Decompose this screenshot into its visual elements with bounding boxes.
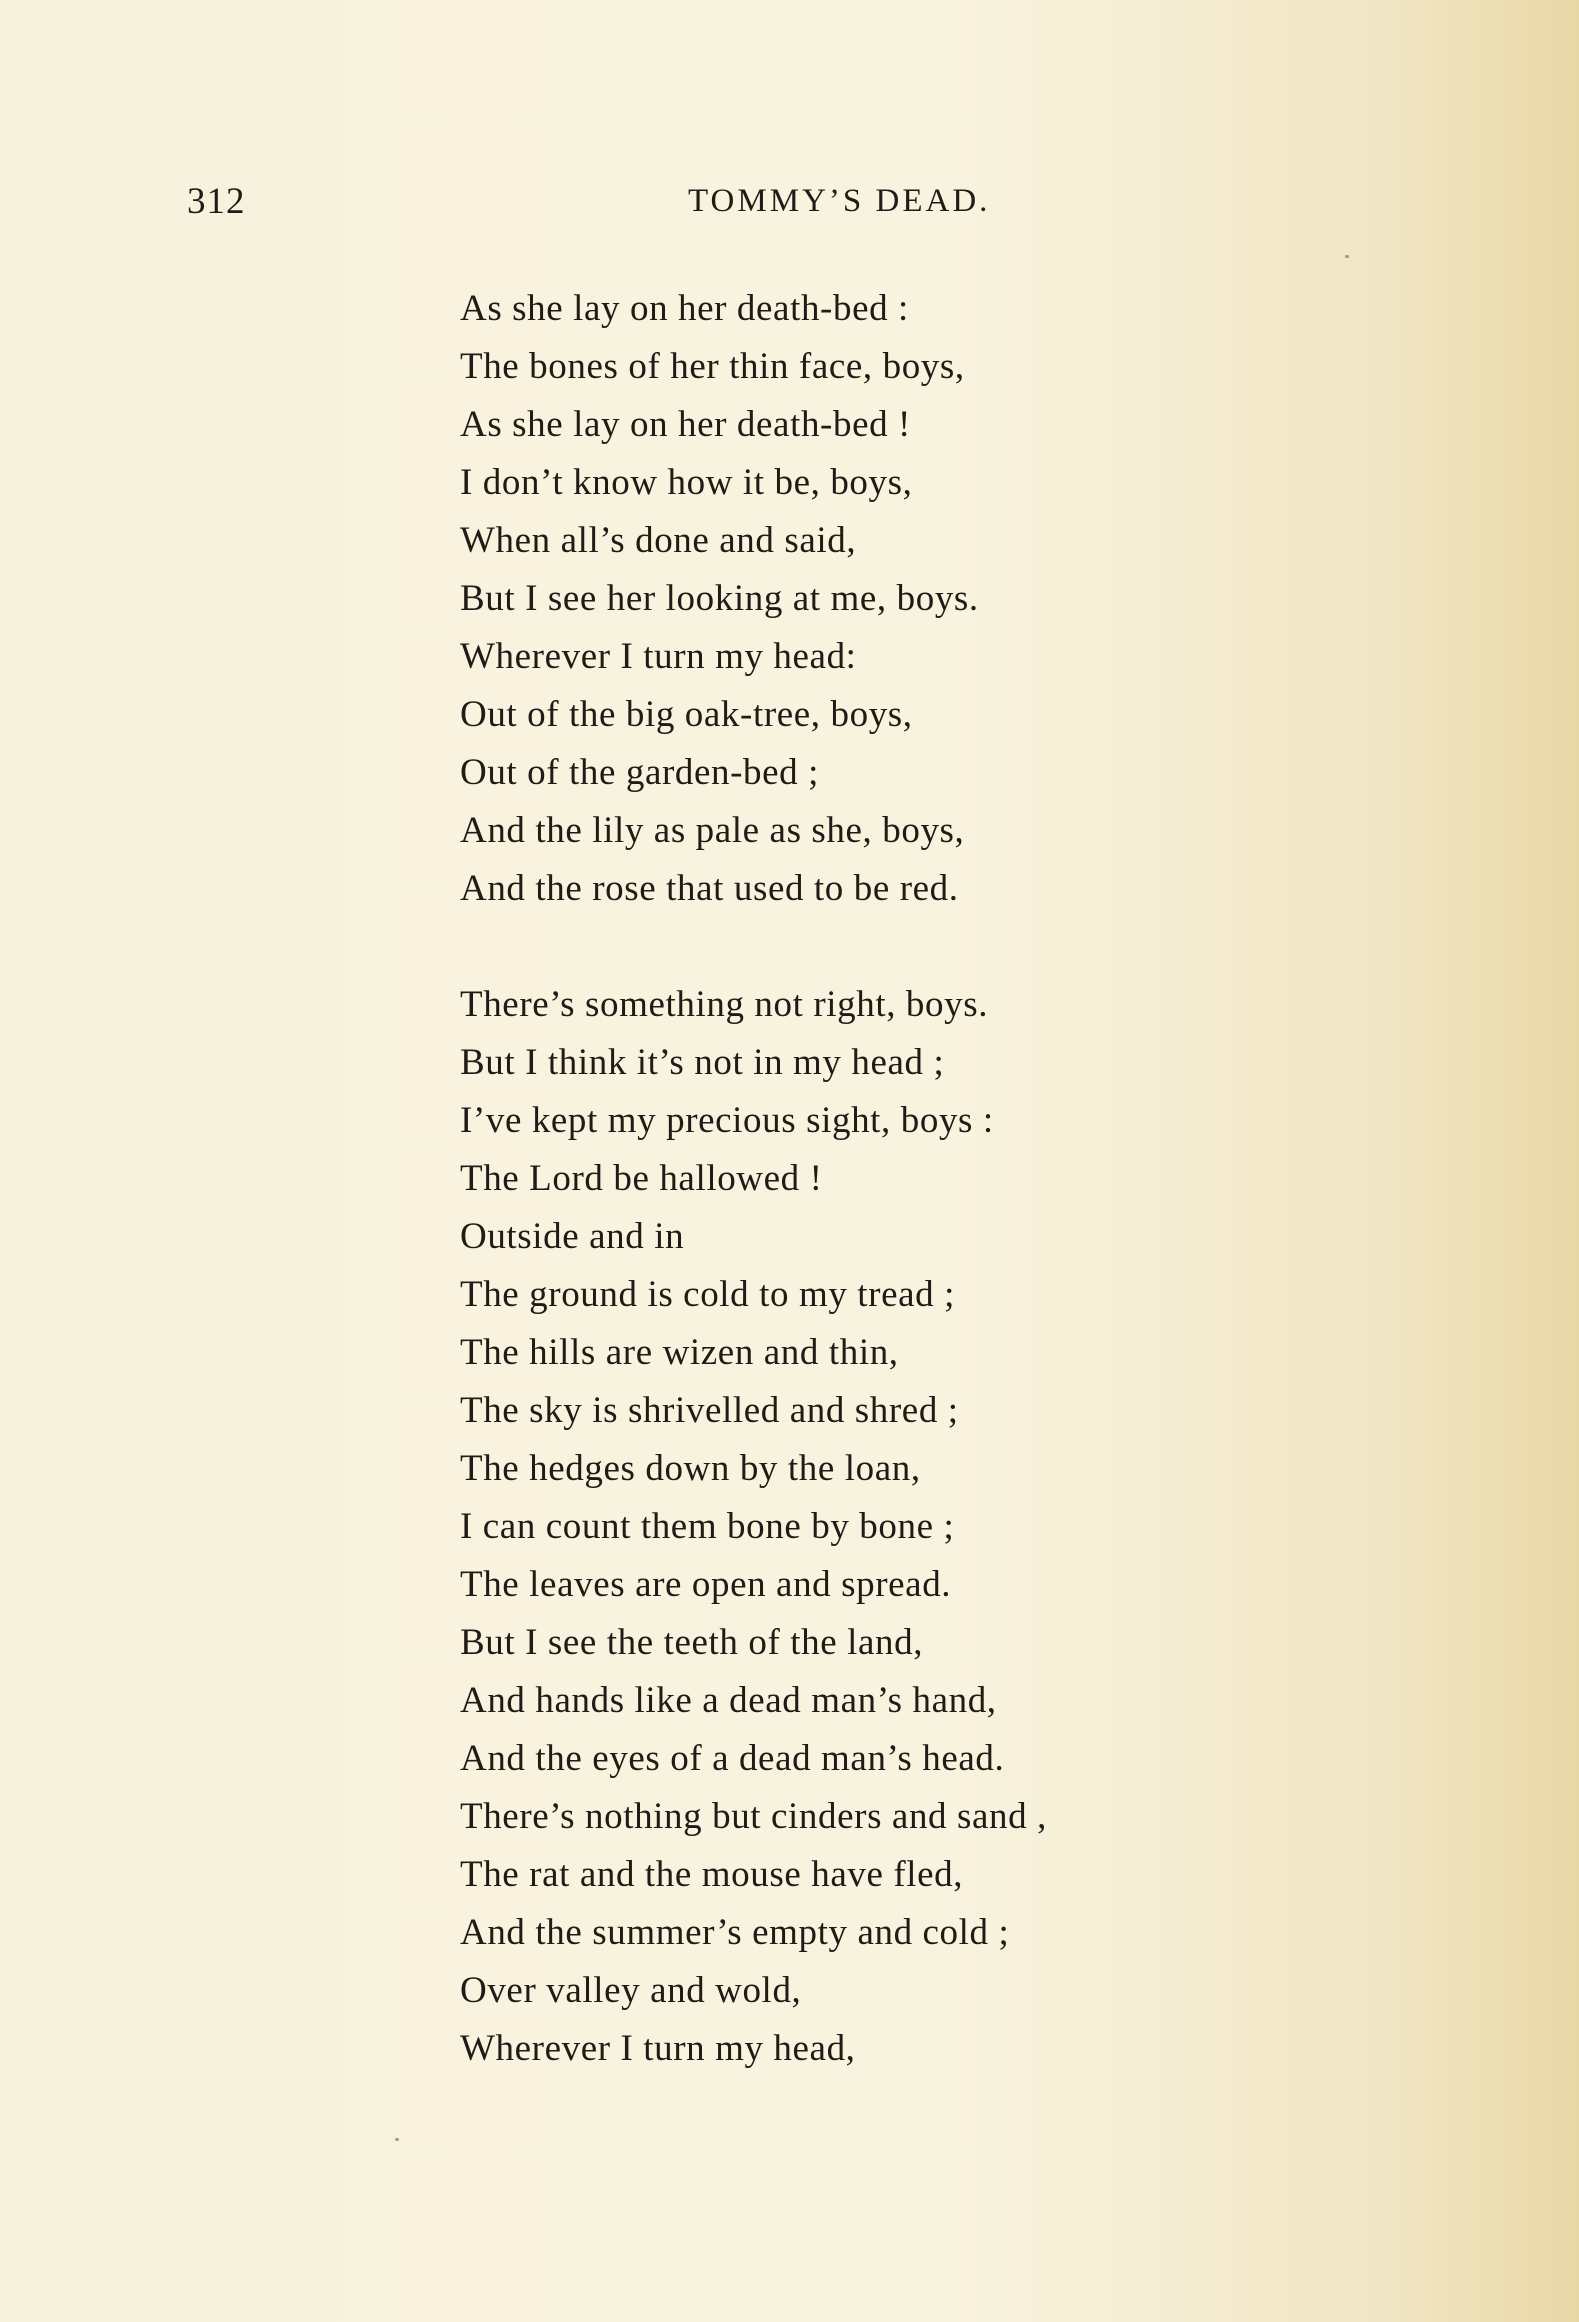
poem-line: Wherever I turn my head,	[460, 2028, 856, 2069]
poem-line: Out of the garden-bed ;	[460, 752, 820, 793]
poem-line: When all’s done and said,	[460, 520, 857, 561]
poem-line: The ground is cold to my tread ;	[460, 1274, 955, 1315]
poem-line: But I see the teeth of the land,	[460, 1622, 924, 1663]
poem-line: There’s nothing but cinders and sand ,	[460, 1796, 1047, 1837]
poem-line: The leaves are open and spread.	[460, 1564, 952, 1605]
poem-text	[460, 280, 1360, 2078]
poem-line: And the lily as pale as she, boys,	[460, 810, 965, 851]
stanza-1	[460, 280, 1360, 918]
poem-line: As she lay on her death-bed !	[460, 404, 911, 445]
paper-speck	[395, 2138, 399, 2141]
poem-line: The sky is shrivelled and shred ;	[460, 1390, 959, 1431]
stanza-break	[460, 918, 1360, 976]
poem-line: And hands like a dead man’s hand,	[460, 1680, 997, 1721]
poem-line: The hills are wizen and thin,	[460, 1332, 899, 1373]
running-title: TOMMY’S DEAD.	[688, 183, 991, 219]
poem-line: I can count them bone by bone ;	[460, 1506, 955, 1547]
page-number: 312	[187, 181, 246, 222]
page-header	[0, 180, 1579, 240]
poem-line: I don’t know how it be, boys,	[460, 462, 913, 503]
poem-line: But I think it’s not in my head ;	[460, 1042, 945, 1083]
paper-speck	[1345, 255, 1349, 258]
poem-line: Outside and in	[460, 1216, 685, 1257]
stanza-2	[460, 976, 1360, 2078]
poem-line: But I see her looking at me, boys.	[460, 578, 979, 619]
poem-line: The hedges down by the loan,	[460, 1448, 921, 1489]
poem-line: The rat and the mouse have fled,	[460, 1854, 964, 1895]
poem-line: Wherever I turn my head:	[460, 636, 857, 677]
poem-line: The Lord be hallowed !	[460, 1158, 823, 1199]
poem-line: And the summer’s empty and cold ;	[460, 1912, 1010, 1953]
poem-line: And the rose that used to be red.	[460, 868, 959, 909]
poem-line: The bones of her thin face, boys,	[460, 346, 965, 387]
poem-line: Out of the big oak-tree, boys,	[460, 694, 913, 735]
poem-line: And the eyes of a dead man’s head.	[460, 1738, 1005, 1779]
poem-line: As she lay on her death-bed :	[460, 288, 909, 329]
poem-line: There’s something not right, boys.	[460, 984, 989, 1025]
poem-line: I’ve kept my precious sight, boys :	[460, 1100, 994, 1141]
poem-line: Over valley and wold,	[460, 1970, 802, 2011]
